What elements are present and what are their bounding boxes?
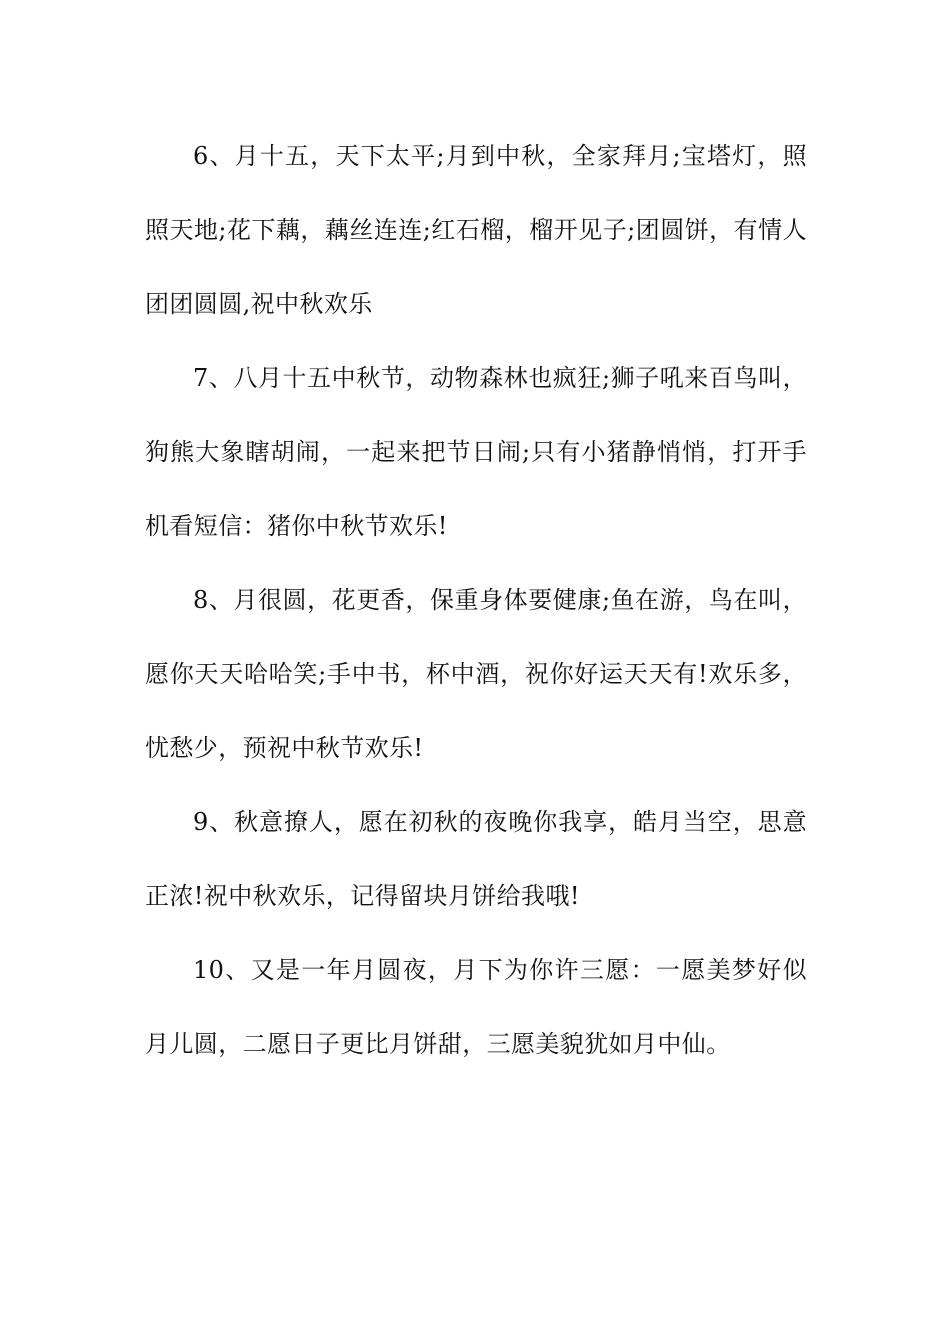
document-body — [145, 119, 807, 1081]
paragraph-9: 9、秋意撩人，愿在初秋的夜晚你我享，皓月当空，思意正浓!祝中秋欢乐，记得留块月饼给我哦! — [145, 808, 807, 910]
paragraph-10: 10、又是一年月圆夜，月下为你许三愿：一愿美梦好似月儿圆，二愿日子更比月饼甜，三愿美貌犹如月中仙。 — [145, 956, 807, 1058]
paragraph-6: 6、月十五，天下太平;月到中秋，全家拜月;宝塔灯，照照天地;花下藕，藕丝连连;红石榴，榴开见子;团圆饼，有情人团团圆圆,祝中秋欢乐 — [145, 142, 807, 318]
paragraph-7: 7、八月十五中秋节，动物森林也疯狂;狮子吼来百鸟叫，狗熊大象瞎胡闹，一起来把节日闹;只有小猪静悄悄，打开手机看短信：猪你中秋节欢乐! — [145, 364, 807, 540]
paragraph-8: 8、月很圆，花更香，保重身体要健康;鱼在游，鸟在叫，愿你天天哈哈笑;手中书，杯中酒，祝你好运天天有!欢乐多，忧愁少，预祝中秋节欢乐! — [145, 586, 807, 762]
